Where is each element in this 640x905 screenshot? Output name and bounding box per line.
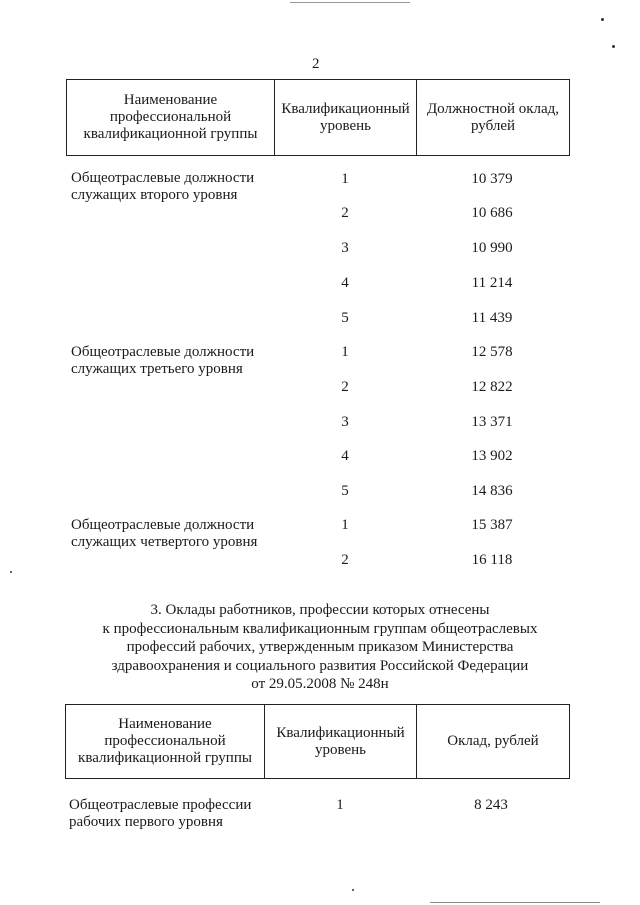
section3-line: здравоохранения и социального развития Российской Федерации bbox=[111, 657, 529, 674]
table1-salary: 11 439 bbox=[471, 310, 513, 326]
table1-group-name: Общеотраслевые должности служащих третьего уровня bbox=[71, 344, 255, 377]
table2-header-level: Квалификационный уровень bbox=[265, 705, 417, 779]
table1-salary: 11 214 bbox=[471, 275, 513, 291]
table1-header-group: Наименование профессиональной квалификационной группы bbox=[67, 80, 275, 156]
section3-heading bbox=[40, 601, 600, 694]
table1-level: 4 bbox=[341, 275, 349, 291]
section3-line: 3. Оклады работников, профессии которых отнесены bbox=[150, 602, 490, 618]
table2-header bbox=[65, 704, 570, 779]
top-scan-rule bbox=[290, 2, 410, 3]
table1-level: 2 bbox=[341, 205, 349, 221]
scan-speck bbox=[352, 889, 354, 891]
table1-level: 3 bbox=[341, 240, 349, 256]
section3-line: к профессиональным квалификационным группам общеотраслевых bbox=[102, 620, 538, 637]
table1-header-salary: Должностной оклад, рублей bbox=[417, 80, 570, 156]
table1-level: 2 bbox=[341, 552, 349, 568]
page-number: 2 bbox=[312, 56, 320, 72]
table1-salary: 13 902 bbox=[471, 448, 513, 464]
table1-level: 5 bbox=[341, 310, 349, 326]
table2-header-group: Наименование профессиональной квалификационной группы bbox=[66, 705, 265, 779]
section3-line: профессий рабочих, утвержденным приказом Министерства bbox=[126, 639, 514, 656]
table1-level: 1 bbox=[341, 344, 349, 360]
table2-header-salary: Оклад, рублей bbox=[417, 705, 570, 779]
table1-level: 3 bbox=[341, 414, 349, 430]
table1-level: 1 bbox=[341, 517, 349, 533]
table1-salary: 14 836 bbox=[471, 483, 513, 499]
table1-level: 4 bbox=[341, 448, 349, 464]
table1-salary: 10 686 bbox=[471, 205, 513, 221]
section3-line: от 29.05.2008 № 248н bbox=[251, 676, 389, 693]
table1-salary: 12 822 bbox=[471, 379, 513, 395]
table1-salary: 16 118 bbox=[471, 552, 513, 568]
table1-salary: 13 371 bbox=[471, 414, 513, 430]
scan-speck bbox=[10, 571, 12, 573]
table1-salary: 15 387 bbox=[471, 517, 513, 533]
table2-group-name: Общеотраслевые профессии рабочих первого уровня bbox=[69, 797, 252, 830]
table1-header-level: Квалификационный уровень bbox=[275, 80, 417, 156]
table2-salary: 8 243 bbox=[474, 797, 508, 813]
table2-level: 1 bbox=[336, 797, 344, 813]
bottom-scan-rule bbox=[430, 902, 600, 903]
table1-group-name: Общеотраслевые должности служащих второго уровня bbox=[71, 170, 255, 203]
table1-level: 5 bbox=[341, 483, 349, 499]
table1-header bbox=[66, 79, 570, 156]
table1-salary: 12 578 bbox=[471, 344, 513, 360]
table1-level: 2 bbox=[341, 379, 349, 395]
table1-level: 1 bbox=[341, 171, 349, 187]
scan-speck bbox=[612, 45, 615, 48]
table1-salary: 10 379 bbox=[471, 171, 513, 187]
scan-speck bbox=[601, 18, 604, 21]
table1-group-name: Общеотраслевые должности служащих четвертого уровня bbox=[71, 517, 258, 550]
table1-salary: 10 990 bbox=[471, 240, 513, 256]
